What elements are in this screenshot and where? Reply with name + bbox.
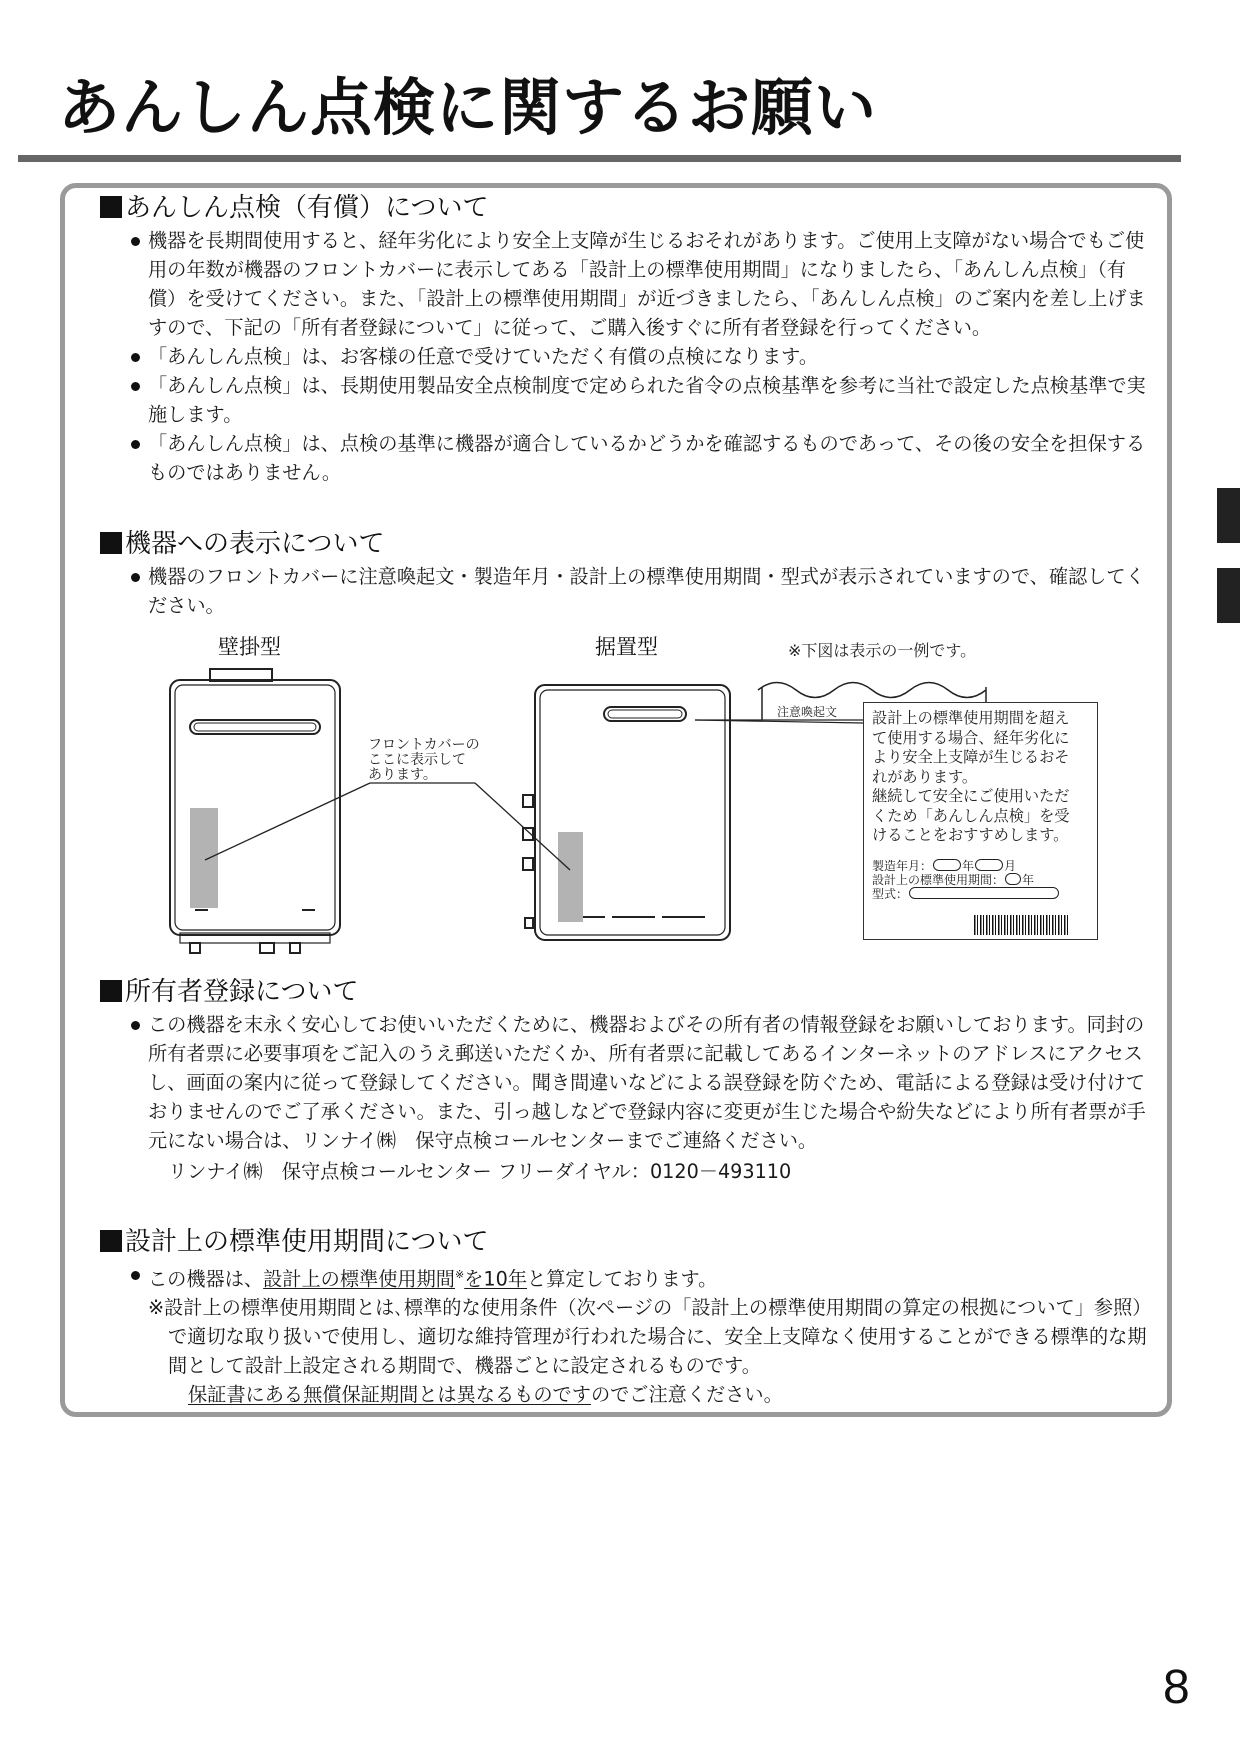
title-rule [18, 155, 1181, 162]
page-number: 8 [1163, 1661, 1190, 1714]
square-bullet-icon [100, 1230, 122, 1252]
page-title: あんしん点検に関するお願い [58, 71, 878, 144]
square-bullet-icon [100, 980, 122, 1002]
section-heading-period: 設計上の標準使用期間について [100, 1226, 488, 1258]
blank-field-icon [933, 859, 961, 871]
warning-tag: 注意喚起文 [777, 705, 838, 719]
list-item: 機器を長期間使用すると、経年劣化により安全上支障が生じるおそれがあります。ご使用上支障がない場合でもご使用の年数が機器のフロントカバーに表示してある「設計上の標準使用期間」になりましたら、「あんしん点検」（有償）を受けてください。また、「設計上の標準使用期間」が近づきましたら、「あんしん点検」のご案内を差し上げますので、下記の「所有者登録について」に従って、ご購入後すぐに所有者登録を行ってください。 [128, 226, 1152, 342]
label-area-wall [190, 808, 218, 908]
square-bullet-icon [100, 196, 122, 218]
section-heading-inspection: あんしん点検（有償）について [100, 192, 488, 224]
label-fields: 製造年月： 年 月 設計上の標準使用期間： 年 型式： [872, 859, 1060, 901]
inspection-list [128, 226, 1152, 487]
period-list [128, 1260, 1152, 1409]
display-list [128, 562, 1152, 620]
blank-field-icon [975, 859, 1003, 871]
side-index-tab [1217, 568, 1240, 623]
example-note: ※下図は表示の一例です。 [788, 641, 977, 660]
side-index-tab [1217, 488, 1240, 543]
label-warning-text: 設計上の標準使用期間を超え て使用する場合、経年劣化に より安全上支障が生じるおそ れがあります。 継続して安全にご使用いただ くため「あんしん点検」を受 けることをおすすめします。 [872, 709, 1070, 844]
sample-label [863, 702, 1098, 940]
blank-field-icon [1005, 873, 1021, 885]
barcode-icon [974, 915, 1070, 935]
callout-text: フロントカバーの ここに表示して あります。 [368, 737, 480, 783]
label-area-floor [558, 832, 583, 922]
list-item: 「あんしん点検」は、長期使用製品安全点検制度で定められた省令の点検基準を参考に当社で設定した点検基準で実施します。 [128, 371, 1152, 429]
section-heading-registration: 所有者登録について [100, 976, 358, 1008]
list-item: この機器は、設計上の標準使用期間※を10年と算定しております。 [128, 1260, 1152, 1293]
blank-field-icon [909, 887, 1059, 899]
floor-type-label: 据置型 [595, 635, 658, 659]
list-item: この機器を末永く安心してお使いいただくために、機器およびその所有者の情報登録をお願いしております。同封の所有者票に必要事項をご記入のうえ郵送いただくか、所有者票に記載してあるインターネットのアドレスにアクセスし、画面の案内に従って登録してください。聞き間違いなどによる誤登録を防ぐため、電話による登録は受け付けておりませんのでご了承ください。また、引っ越しなどで登録内容に変更が生じた場合や紛失などにより所有者票が手元にない場合は、リンナイ㈱ 保守点検コールセンターまでご連絡ください。 [128, 1010, 1152, 1155]
contact-line: リンナイ㈱ 保守点検コールセンター フリーダイヤル：0120－493110 [168, 1160, 792, 1183]
period-note: ※設計上の標準使用期間とは､標準的な使用条件（次ページの「設計上の標準使用期間の算定の根拠について」参照）で適切な取り扱いで使用し、適切な維持管理が行われた場合に、安全上支障なく使用することができる標準的な期間として設計上設定される期間で、機器ごとに設定されるものです。 保証書にある無償保証期間とは異なるものですのでご注意ください。 [128, 1293, 1152, 1409]
wall-type-label: 壁掛型 [218, 635, 281, 659]
device-label-diagram [150, 625, 1110, 970]
list-item: 「あんしん点検」は、点検の基準に機器が適合しているかどうかを確認するものであって、その後の安全を担保するものではありません。 [128, 429, 1152, 487]
square-bullet-icon [100, 532, 122, 554]
registration-list [128, 1010, 1152, 1186]
list-item: 機器のフロントカバーに注意喚起文・製造年月・設計上の標準使用期間・型式が表示されていますので、確認してください。 [128, 562, 1152, 620]
list-item: 「あんしん点検」は、お客様の任意で受けていただく有償の点検になります。 [128, 342, 1152, 371]
caution-line: 保証書にある無償保証期間とは異なるものですのでご注意ください。 [188, 1383, 783, 1407]
section-heading-display: 機器への表示について [100, 528, 384, 560]
